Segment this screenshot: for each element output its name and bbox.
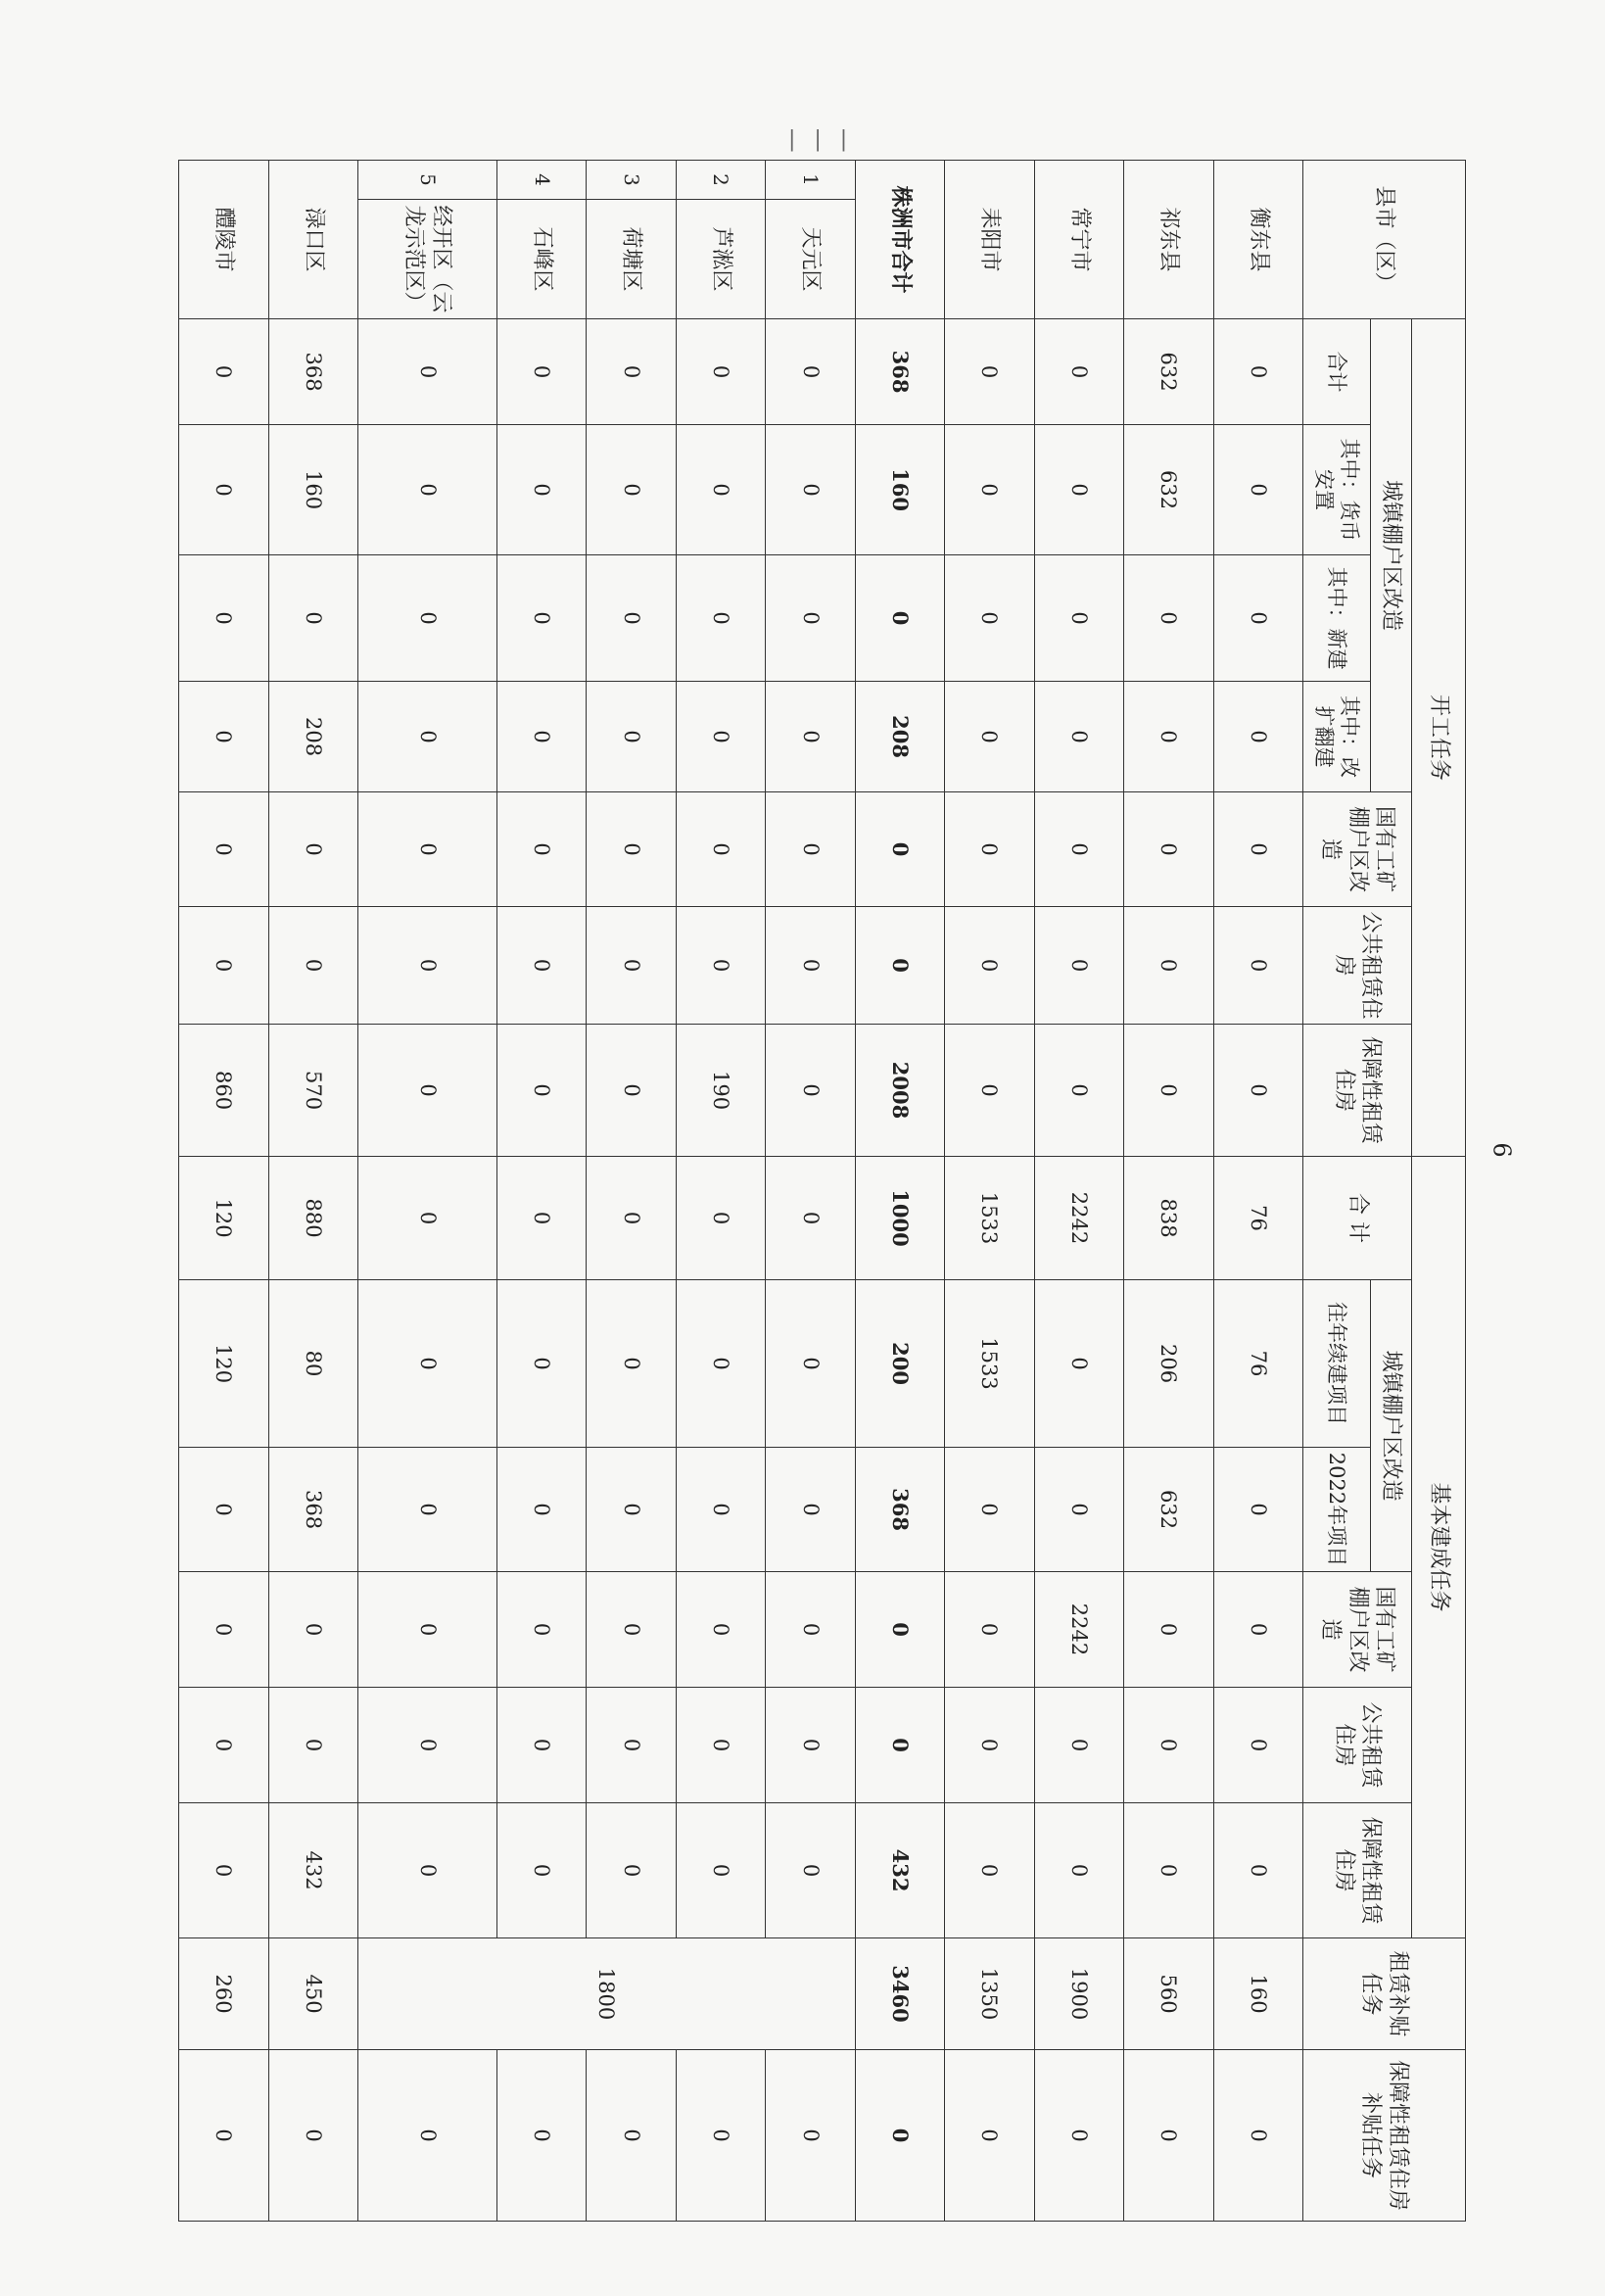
table-cell: 0 [766, 2050, 855, 2222]
table-cell: 0 [945, 1688, 1034, 1803]
table-cell: 0 [358, 1688, 497, 1803]
table-cell: 0 [179, 2050, 269, 2222]
table-cell: 0 [587, 555, 676, 682]
table-cell: 120 [179, 1280, 269, 1448]
table-row [676, 161, 765, 2222]
table-cell: 0 [676, 792, 765, 907]
row-index: 5 [358, 161, 497, 200]
table-cell: 260 [179, 1938, 269, 2050]
table-cell: 0 [1124, 682, 1213, 792]
table-cell: 0 [496, 682, 586, 792]
table-cell: 368 [268, 1448, 357, 1572]
table-cell: 0 [766, 1280, 855, 1448]
table-cell: 0 [1213, 1803, 1302, 1938]
table-cell: 0 [179, 1688, 269, 1803]
table-cell: 0 [676, 2050, 765, 2222]
table-cell: 0 [1213, 792, 1302, 907]
table-cell: 0 [587, 682, 676, 792]
table-cell: 0 [496, 1448, 586, 1572]
table-cell: 0 [496, 1157, 586, 1280]
table-cell: 860 [179, 1025, 269, 1157]
table-cell: 0 [1034, 907, 1123, 1025]
table-cell: 0 [1124, 907, 1213, 1025]
table-cell: 80 [268, 1280, 357, 1448]
table-cell: 0 [855, 2050, 944, 2222]
header-prior-years: 往年续建项目 [1303, 1280, 1371, 1448]
table-cell: 0 [268, 1572, 357, 1688]
table-cell: 0 [358, 1448, 497, 1572]
table-cell: 0 [855, 792, 944, 907]
table-cell: 0 [1213, 2050, 1302, 2222]
table-cell: 0 [358, 1803, 497, 1938]
table-cell: 0 [179, 682, 269, 792]
table-cell: 0 [1124, 1025, 1213, 1157]
header-monetary: 其中：货币安置 [1303, 425, 1371, 555]
table-cell: 632 [1124, 1448, 1213, 1572]
header-urban-shanty-basic: 城镇棚户区改造 [1371, 1280, 1412, 1572]
header-state-mine-basic: 国有工矿棚户区改造 [1303, 1572, 1412, 1688]
table-cell: 0 [855, 1688, 944, 1803]
table-cell: 0 [1034, 1025, 1123, 1157]
table-cell: 208 [855, 682, 944, 792]
table-cell: 0 [179, 425, 269, 555]
table-cell: 0 [587, 1688, 676, 1803]
table-cell: 0 [1213, 907, 1302, 1025]
table-cell: 200 [855, 1280, 944, 1448]
table-cell: 0 [587, 425, 676, 555]
table-cell: 0 [676, 1157, 765, 1280]
table-cell: 0 [676, 907, 765, 1025]
table-row [1034, 161, 1123, 2222]
table-cell: 0 [1034, 425, 1123, 555]
table-cell: 0 [496, 1025, 586, 1157]
row-name: 常宁市 [1034, 161, 1123, 319]
table-cell: 0 [358, 1280, 497, 1448]
row-name: 醴陵市 [179, 161, 269, 319]
table-row [1124, 161, 1213, 2222]
table-cell: 0 [1124, 1803, 1213, 1938]
table-cell: 0 [766, 1803, 855, 1938]
table-cell: 0 [1213, 319, 1302, 425]
table-cell: 1533 [945, 1280, 1034, 1448]
table-row [496, 161, 586, 2222]
table-cell: 190 [676, 1025, 765, 1157]
table-cell: 1350 [945, 1938, 1034, 2050]
header-year-2022: 2022年项目 [1303, 1448, 1371, 1572]
table-cell: 1000 [855, 1157, 944, 1280]
table-cell: 0 [766, 907, 855, 1025]
table-row [766, 161, 855, 2222]
table-cell: 0 [1213, 1572, 1302, 1688]
table-cell: 0 [496, 555, 586, 682]
table-cell: 0 [496, 792, 586, 907]
table-cell: 570 [268, 1025, 357, 1157]
table-cell: 0 [587, 1157, 676, 1280]
table-row [1213, 161, 1302, 2222]
header-basic-tasks: 基本建成任务 [1412, 1157, 1466, 1938]
table-cell: 2242 [1034, 1572, 1123, 1688]
table-cell: 0 [855, 555, 944, 682]
row-name: 祁东县 [1124, 161, 1213, 319]
table-cell: 0 [496, 2050, 586, 2222]
table-cell: 0 [496, 1572, 586, 1688]
table-cell: 0 [766, 555, 855, 682]
table-cell: 160 [268, 425, 357, 555]
table-row [179, 161, 269, 2222]
table-cell: 0 [945, 319, 1034, 425]
header-total: 合计 [1303, 319, 1371, 425]
table-cell: 0 [1034, 1448, 1123, 1572]
header-start-tasks: 开工任务 [1412, 319, 1466, 1157]
header-county: 县市（区） [1303, 161, 1466, 319]
table-row [855, 161, 944, 2222]
table-cell: 0 [1124, 555, 1213, 682]
header-public-rent-start: 公共租赁住房 [1303, 907, 1412, 1025]
row-name: 石峰区 [496, 200, 586, 319]
table-cell: 0 [766, 1572, 855, 1688]
table-cell: 120 [179, 1157, 269, 1280]
table-cell: 0 [676, 1280, 765, 1448]
table-cell: 160 [855, 425, 944, 555]
housing-task-table [178, 160, 1466, 2222]
table-cell: 0 [358, 425, 497, 555]
table-cell: 0 [358, 792, 497, 907]
table-cell: 368 [268, 319, 357, 425]
table-cell: 0 [587, 1572, 676, 1688]
table-cell: 2242 [1034, 1157, 1123, 1280]
table-cell: 0 [676, 1803, 765, 1938]
table-cell: 0 [496, 319, 586, 425]
table-cell: 0 [1034, 2050, 1123, 2222]
table-cell: 0 [766, 425, 855, 555]
table-cell: 0 [587, 1803, 676, 1938]
table-cell: 0 [1034, 555, 1123, 682]
table-cell: 0 [496, 907, 586, 1025]
table-cell: 0 [1213, 682, 1302, 792]
table-row [358, 161, 497, 2222]
table-cell: 0 [587, 2050, 676, 2222]
table-cell: 0 [587, 319, 676, 425]
row-index: 1 [766, 161, 855, 200]
table-cell: 632 [1124, 425, 1213, 555]
header-urban-shanty-start: 城镇棚户区改造 [1371, 319, 1412, 792]
table-cell: 368 [855, 1448, 944, 1572]
header-state-mine-start: 国有工矿棚户区改造 [1303, 792, 1412, 907]
table-cell: 0 [1124, 2050, 1213, 2222]
table-cell: 76 [1213, 1280, 1302, 1448]
row-name: 株洲市合计 [855, 161, 944, 319]
table-cell: 0 [1034, 682, 1123, 792]
table-cell: 0 [358, 907, 497, 1025]
table-cell: 0 [1213, 1688, 1302, 1803]
table-cell: 0 [587, 792, 676, 907]
table-cell: 0 [1213, 555, 1302, 682]
table-cell: 0 [1034, 1803, 1123, 1938]
table-cell: 0 [945, 907, 1034, 1025]
table-cell: 0 [587, 1448, 676, 1572]
table-cell: 0 [676, 555, 765, 682]
cell-rent-subsidy-merged: 1800 [358, 1938, 856, 2050]
row-name: 渌口区 [268, 161, 357, 319]
table-cell: 0 [179, 319, 269, 425]
table-cell: 0 [179, 792, 269, 907]
table-cell: 0 [496, 1803, 586, 1938]
table-cell: 0 [945, 1572, 1034, 1688]
table-cell: 76 [1213, 1157, 1302, 1280]
header-rebuild: 其中：改扩翻建 [1303, 682, 1371, 792]
table-cell: 0 [1213, 425, 1302, 555]
table-cell: 0 [1124, 1688, 1213, 1803]
table-cell: 0 [676, 319, 765, 425]
table-cell: 0 [766, 1688, 855, 1803]
row-name: 天元区 [766, 200, 855, 319]
table-cell: 0 [179, 555, 269, 682]
table-cell: 208 [268, 682, 357, 792]
header-guaranteed-rent-start: 保障性租赁住房 [1303, 1025, 1412, 1157]
table-cell: 0 [945, 682, 1034, 792]
table-cell: 368 [855, 319, 944, 425]
table-cell: 0 [268, 1688, 357, 1803]
table-cell: 0 [179, 1803, 269, 1938]
table-cell: 560 [1124, 1938, 1213, 2050]
row-name: 经开区（云龙示范区） [358, 200, 497, 319]
table-cell: 0 [358, 1025, 497, 1157]
header-rent-subsidy: 租赁补贴任务 [1303, 1938, 1466, 2050]
table-cell: 0 [268, 2050, 357, 2222]
table-cell: 432 [855, 1803, 944, 1938]
table-cell: 0 [676, 1448, 765, 1572]
top-mark: | | | [788, 127, 854, 152]
header-guaranteed-rent-subsidy: 保障性租赁住房补贴任务 [1303, 2050, 1466, 2222]
table-row [945, 161, 1034, 2222]
table-cell: 0 [1213, 1025, 1302, 1157]
table-row [268, 161, 357, 2222]
table-cell: 880 [268, 1157, 357, 1280]
table-cell: 0 [676, 425, 765, 555]
table-cell: 0 [855, 907, 944, 1025]
row-name: 耒阳市 [945, 161, 1034, 319]
table-cell: 0 [766, 792, 855, 907]
table-cell: 0 [1124, 1572, 1213, 1688]
table-cell: 0 [676, 682, 765, 792]
table-cell: 0 [358, 2050, 497, 2222]
page-number: 6 [1487, 1142, 1516, 1158]
table-cell: 0 [358, 319, 497, 425]
row-index: 2 [676, 161, 765, 200]
table-cell: 0 [766, 682, 855, 792]
table-cell: 0 [358, 1157, 497, 1280]
table-cell: 0 [587, 907, 676, 1025]
header-basic-total: 合 计 [1303, 1157, 1412, 1280]
table-cell: 0 [766, 319, 855, 425]
table-cell: 0 [1034, 792, 1123, 907]
row-name: 芦淞区 [676, 200, 765, 319]
row-index: 3 [587, 161, 676, 200]
header-new-build: 其中：新建 [1303, 555, 1371, 682]
table-cell: 0 [268, 555, 357, 682]
table-cell: 0 [766, 1157, 855, 1280]
table-cell: 0 [587, 1025, 676, 1157]
table-body [179, 161, 1303, 2222]
table-cell: 0 [945, 792, 1034, 907]
table-cell: 0 [268, 792, 357, 907]
table-cell: 0 [855, 1572, 944, 1688]
table-cell: 432 [268, 1803, 357, 1938]
table-cell: 0 [945, 555, 1034, 682]
table-cell: 0 [766, 1448, 855, 1572]
table-cell: 838 [1124, 1157, 1213, 1280]
header-public-rent-basic: 公共租赁住房 [1303, 1688, 1412, 1803]
table-cell: 2008 [855, 1025, 944, 1157]
table-cell: 0 [496, 1280, 586, 1448]
table-cell: 0 [1124, 792, 1213, 907]
table-cell: 0 [179, 1572, 269, 1688]
table-cell: 0 [945, 1025, 1034, 1157]
table-cell: 0 [587, 1280, 676, 1448]
table-cell: 0 [945, 425, 1034, 555]
table-cell: 0 [1034, 319, 1123, 425]
table-cell: 0 [945, 2050, 1034, 2222]
table-cell: 0 [945, 1448, 1034, 1572]
table-cell: 0 [358, 1572, 497, 1688]
table-cell: 3460 [855, 1938, 944, 2050]
row-index: 4 [496, 161, 586, 200]
header-guaranteed-rent-basic: 保障性租赁住房 [1303, 1803, 1412, 1938]
table-cell: 0 [1213, 1448, 1302, 1572]
table-cell: 0 [358, 555, 497, 682]
table-cell: 0 [179, 1448, 269, 1572]
row-name: 荷塘区 [587, 200, 676, 319]
row-name: 衡东县 [1213, 161, 1302, 319]
table-cell: 0 [676, 1688, 765, 1803]
table-cell: 0 [945, 1803, 1034, 1938]
table-cell: 0 [766, 1025, 855, 1157]
table-cell: 0 [358, 682, 497, 792]
table-cell: 0 [496, 1688, 586, 1803]
table-cell: 1533 [945, 1157, 1034, 1280]
table-cell: 0 [179, 907, 269, 1025]
table-cell: 0 [1034, 1280, 1123, 1448]
table-cell: 1900 [1034, 1938, 1123, 2050]
table-cell: 0 [268, 907, 357, 1025]
table-cell: 450 [268, 1938, 357, 2050]
rotated-table-wrapper [178, 160, 1466, 2212]
table-cell: 0 [496, 425, 586, 555]
table-cell: 632 [1124, 319, 1213, 425]
table-cell: 206 [1124, 1280, 1213, 1448]
table-cell: 160 [1213, 1938, 1302, 2050]
table-row [587, 161, 676, 2222]
table-cell: 0 [676, 1572, 765, 1688]
table-cell: 0 [1034, 1688, 1123, 1803]
